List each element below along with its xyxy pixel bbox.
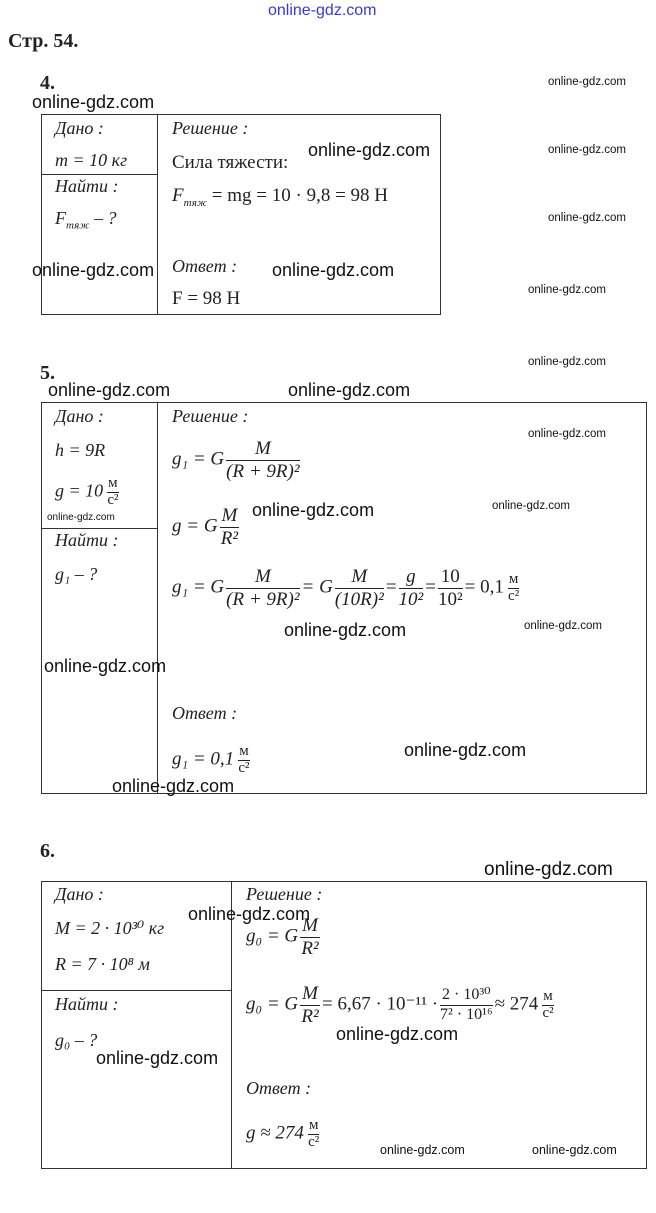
problem-6-find-label: Найти : — [55, 994, 119, 1014]
problem-6-given-divider — [41, 990, 232, 991]
watermark: online-gdz.com — [548, 76, 626, 88]
watermark: online-gdz.com — [32, 260, 155, 280]
watermark: online-gdz.com — [47, 512, 115, 523]
watermark: online-gdz.com — [96, 1048, 219, 1068]
watermark: online-gdz.com — [284, 620, 407, 640]
problem-6-answer: g ≈ 274 м с² — [246, 1117, 320, 1150]
watermark: online-gdz.com — [532, 1143, 617, 1157]
problem-4-given-divider — [41, 174, 158, 175]
watermark: online-gdz.com — [492, 500, 570, 512]
problem-4-divider — [157, 114, 158, 314]
problem-6-eq2: g₀ = G $\frac{M}{\text{R²}}$ = 6,67 · 10⁻¹¹ · $\frac{\text{2 · 10³⁰}}{\text{7² · 10¹⁶}}$ ≈ 274 м с² — [246, 983, 554, 1027]
problem-5-divider — [157, 402, 158, 793]
problem-5-number: 5. — [40, 362, 55, 384]
problem-5-given-label: Дано : — [55, 406, 104, 426]
problem-5-answer-label: Ответ : — [172, 703, 238, 723]
watermark: online-gdz.com — [528, 284, 606, 296]
watermark: online-gdz.com — [404, 740, 527, 760]
problem-5-find-value: g₁ – ? — [55, 564, 98, 584]
site-header: online-gdz.com — [268, 2, 377, 19]
problem-6-given-radius: R = 7 · 10⁸ м — [55, 954, 150, 974]
problem-4-solution-label: Решение : — [172, 118, 249, 138]
watermark: online-gdz.com — [528, 356, 606, 368]
problem-5-given-g: g = 10 м с² — [55, 475, 119, 508]
watermark: online-gdz.com — [548, 144, 626, 156]
problem-5-eq3: g₁ = G $\frac{M}{\text{(R + 9R)²}}$ = G $\frac{M}{\text{(10R)²}}$ = $\frac{g}{\text{10²}}$ = $\frac{10}{\text{10²}}$ = 0,1 м с² — [172, 566, 520, 610]
problem-5-given-height: h = 9R — [55, 440, 106, 460]
watermark: online-gdz.com — [44, 656, 167, 676]
problem-6-eq1: g₀ = G $\frac{M}{\text{R²}}$ — [246, 915, 319, 959]
watermark: online-gdz.com — [48, 380, 171, 400]
problem-5-eq1: g₁ = G $\frac{M}{\text{(R + 9R)²}}$ — [172, 438, 300, 482]
problem-6-answer-label: Ответ : — [246, 1078, 312, 1098]
watermark: online-gdz.com — [524, 620, 602, 632]
problem-4-answer-label: Ответ : — [172, 256, 238, 276]
problem-4-find-label: Найти : — [55, 176, 119, 196]
problem-6-given-mass: M = 2 · 10³⁰ кг — [55, 918, 165, 938]
problem-5-solution-label: Решение : — [172, 406, 249, 426]
watermark: online-gdz.com — [380, 1143, 465, 1157]
problem-5-eq2: g = G $\frac{M}{\text{R²}}$ — [172, 505, 239, 549]
watermark: online-gdz.com — [252, 500, 375, 520]
watermark: online-gdz.com — [484, 859, 613, 880]
problem-5-answer: g₁ = 0,1 м с² — [172, 743, 250, 776]
problem-4-given-label: Дано : — [55, 118, 104, 138]
problem-6-solution-label: Решение : — [246, 884, 323, 904]
watermark: online-gdz.com — [32, 92, 155, 112]
watermark: online-gdz.com — [288, 380, 411, 400]
problem-4-find-value: $F_{тяж}$ – ? — [55, 208, 117, 232]
watermark: online-gdz.com — [112, 776, 235, 796]
watermark: online-gdz.com — [188, 904, 311, 924]
watermark: online-gdz.com — [548, 212, 626, 224]
problem-4-number: 4. — [40, 72, 55, 94]
problem-6-given-label: Дано : — [55, 884, 104, 904]
problem-4-answer: F = 98 Н — [172, 288, 241, 309]
watermark: online-gdz.com — [528, 428, 606, 440]
problem-5-find-label: Найти : — [55, 530, 119, 550]
problem-4-given-mass: m = 10 кг — [55, 150, 128, 170]
problem-5-given-divider — [41, 528, 158, 529]
problem-6-number: 6. — [40, 840, 55, 862]
watermark: online-gdz.com — [308, 140, 431, 160]
problem-4-text: Сила тяжести: — [172, 152, 289, 173]
page-title: Стр. 54. — [8, 30, 79, 52]
problem-6-find-value: g₀ – ? — [55, 1030, 98, 1050]
watermark: online-gdz.com — [272, 260, 395, 280]
watermark: online-gdz.com — [336, 1024, 459, 1044]
problem-4-formula: $F_{тяж}$ = mg = 10 · 9,8 = 98 Н — [172, 185, 389, 209]
